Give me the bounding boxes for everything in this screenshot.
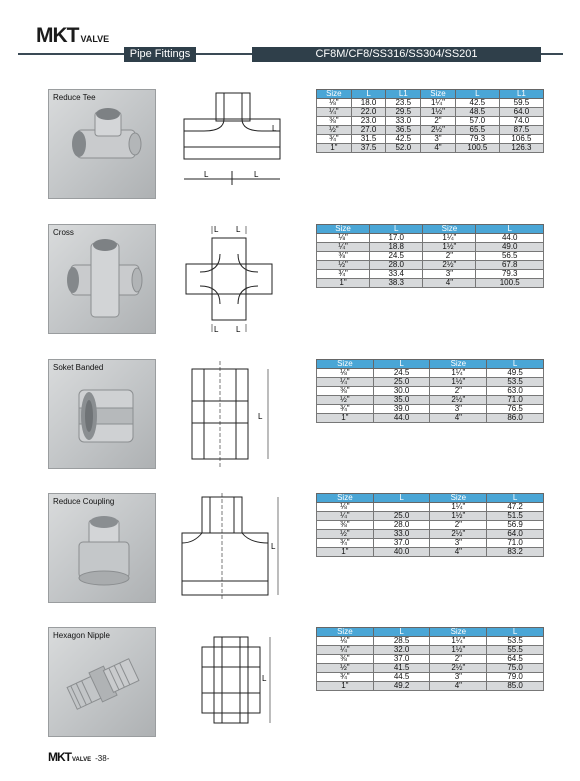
table-cell: 2½" xyxy=(430,530,487,539)
column-header: Size xyxy=(317,225,370,234)
column-header: Size xyxy=(317,90,352,99)
table-cell: 87.5 xyxy=(499,126,543,135)
table-cell: 57.0 xyxy=(455,117,499,126)
table-row xyxy=(317,682,544,691)
table-cell: 23.0 xyxy=(351,117,386,126)
table-cell: 51.5 xyxy=(487,512,544,521)
table-cell: 37.0 xyxy=(373,655,430,664)
table-cell: 3" xyxy=(430,673,487,682)
table-cell: 3" xyxy=(430,405,487,414)
column-header: Size xyxy=(317,628,374,637)
table-cell: ⅛" xyxy=(317,234,370,243)
table-cell: 2½" xyxy=(430,664,487,673)
table-cell: 76.5 xyxy=(487,405,544,414)
table-cell: 1½" xyxy=(430,646,487,655)
table-cell: 75.0 xyxy=(487,664,544,673)
table-cell: 100.5 xyxy=(455,144,499,153)
table-cell: 28.5 xyxy=(373,637,430,646)
table-cell: 2" xyxy=(430,387,487,396)
table-cell: 3" xyxy=(423,270,476,279)
table-cell: ⅜" xyxy=(317,117,352,126)
table-cell: 33.4 xyxy=(370,270,423,279)
table-row xyxy=(317,279,544,288)
product-photo xyxy=(48,359,156,469)
table-cell: 1½" xyxy=(421,108,456,117)
table-cell: 64.0 xyxy=(499,108,543,117)
table-cell: 2" xyxy=(430,655,487,664)
table-cell: ¾" xyxy=(317,539,374,548)
table-cell: 40.0 xyxy=(373,548,430,557)
table-cell: 27.0 xyxy=(351,126,386,135)
column-header: L xyxy=(373,494,430,503)
section-soket-banded xyxy=(48,359,548,469)
product-name: Reduce Coupling xyxy=(53,497,115,506)
hexagon-nipple-drawing xyxy=(174,627,284,737)
table-cell: 79.3 xyxy=(455,135,499,144)
section-reduce-tee xyxy=(48,89,548,199)
table-cell: 56.5 xyxy=(476,252,544,261)
product-name: Reduce Tee xyxy=(53,93,96,102)
table-cell: 1" xyxy=(317,682,374,691)
column-header: Size xyxy=(423,225,476,234)
table-cell: 29.5 xyxy=(386,108,421,117)
table-cell: 65.5 xyxy=(455,126,499,135)
column-header: Size xyxy=(317,360,374,369)
table-cell: ⅛" xyxy=(317,369,374,378)
table-cell: 4" xyxy=(430,548,487,557)
table-cell: 2" xyxy=(430,521,487,530)
cross-drawing xyxy=(174,224,284,334)
table-cell: 1" xyxy=(317,414,374,423)
hexagon-nipple-image xyxy=(49,628,157,738)
column-header: L xyxy=(373,628,430,637)
table-cell: 33.0 xyxy=(373,530,430,539)
soket-banded-drawing xyxy=(174,359,284,469)
dim-l-vertical: L xyxy=(271,542,276,551)
table-cell: ⅛" xyxy=(317,503,374,512)
column-header: Size xyxy=(430,494,487,503)
table-cell: ½" xyxy=(317,261,370,270)
table-cell: 18.8 xyxy=(370,243,423,252)
table-cell: 86.0 xyxy=(487,414,544,423)
spec-table xyxy=(316,359,544,423)
table-row xyxy=(317,108,544,117)
table-cell: 126.3 xyxy=(499,144,543,153)
logo-mark: MKT xyxy=(36,24,79,47)
table-cell: 1¼" xyxy=(430,369,487,378)
table-cell: ⅛" xyxy=(317,99,352,108)
table-cell: 52.0 xyxy=(386,144,421,153)
reduce-coupling-image xyxy=(49,494,157,604)
table-cell: 1¼" xyxy=(430,637,487,646)
table-cell: 85.0 xyxy=(487,682,544,691)
dim-l-top-right: L xyxy=(236,225,241,234)
table-cell: 23.5 xyxy=(386,99,421,108)
table-cell: 47.2 xyxy=(487,503,544,512)
table-cell: 2½" xyxy=(430,396,487,405)
dim-l-bottom-left: L xyxy=(214,325,219,334)
table-cell: ⅛" xyxy=(317,637,374,646)
table-cell: 1" xyxy=(317,279,370,288)
table-cell: ¾" xyxy=(317,673,374,682)
table-cell: 2½" xyxy=(423,261,476,270)
table-cell: 2½" xyxy=(421,126,456,135)
table-cell: 83.2 xyxy=(487,548,544,557)
table-cell: 24.5 xyxy=(370,252,423,261)
page-footer xyxy=(48,750,109,764)
table-cell: 4" xyxy=(430,414,487,423)
table-cell: ⅜" xyxy=(317,252,370,261)
table-cell: 79.0 xyxy=(487,673,544,682)
logo-word: VALVE xyxy=(80,34,110,44)
product-name: Soket Banded xyxy=(53,363,104,372)
table-row xyxy=(317,548,544,557)
table-row xyxy=(317,135,544,144)
table-cell: 4" xyxy=(421,144,456,153)
table-cell: 71.0 xyxy=(487,539,544,548)
table-cell: 4" xyxy=(423,279,476,288)
table-cell: ¼" xyxy=(317,512,374,521)
table-row xyxy=(317,144,544,153)
table-cell: 55.5 xyxy=(487,646,544,655)
page-number: -38- xyxy=(95,754,110,763)
table-cell: 41.5 xyxy=(373,664,430,673)
table-cell: 36.5 xyxy=(386,126,421,135)
product-name: Cross xyxy=(53,228,74,237)
table-cell: 44.0 xyxy=(373,414,430,423)
table-cell: 2" xyxy=(421,117,456,126)
table-cell: 30.0 xyxy=(373,387,430,396)
column-header: L xyxy=(487,628,544,637)
table-cell: 53.5 xyxy=(487,378,544,387)
table-cell: ¾" xyxy=(317,135,352,144)
product-photo xyxy=(48,493,156,603)
column-header: L xyxy=(370,225,423,234)
table-row xyxy=(317,126,544,135)
table-cell: ¼" xyxy=(317,646,374,655)
table-row xyxy=(317,99,544,108)
table-cell: ⅜" xyxy=(317,655,374,664)
column-header: Size xyxy=(430,360,487,369)
table-cell: 1" xyxy=(317,144,352,153)
product-photo xyxy=(48,627,156,737)
table-cell: 35.0 xyxy=(373,396,430,405)
column-header: L xyxy=(487,360,544,369)
table-cell: 24.5 xyxy=(373,369,430,378)
dim-l-vertical: L xyxy=(272,124,277,133)
brand-logo xyxy=(36,24,109,48)
table-cell: 59.5 xyxy=(499,99,543,108)
table-cell: 3" xyxy=(421,135,456,144)
table-cell: 100.5 xyxy=(476,279,544,288)
dim-l-left: L xyxy=(204,170,209,179)
table-cell: ½" xyxy=(317,126,352,135)
table-cell: 49.0 xyxy=(476,243,544,252)
dim-l-bottom-right: L xyxy=(236,325,241,334)
cross-image xyxy=(49,225,157,335)
column-header: Size xyxy=(430,628,487,637)
table-cell: 64.5 xyxy=(487,655,544,664)
table-cell: 1¼" xyxy=(430,503,487,512)
column-header: Size xyxy=(421,90,456,99)
reduce-tee-drawing xyxy=(174,89,284,199)
column-header: L xyxy=(455,90,499,99)
table-cell: 71.0 xyxy=(487,396,544,405)
table-cell: 1½" xyxy=(423,243,476,252)
table-cell: ¾" xyxy=(317,270,370,279)
table-cell: ½" xyxy=(317,530,374,539)
table-cell: 37.5 xyxy=(351,144,386,153)
spec-table xyxy=(316,224,544,288)
column-header: L xyxy=(351,90,386,99)
dim-l-vertical: L xyxy=(262,674,267,683)
table-cell: ½" xyxy=(317,396,374,405)
soket-banded-image xyxy=(49,360,157,470)
product-name: Hexagon Nipple xyxy=(53,631,110,640)
materials-banner: CF8M/CF8/SS316/SS304/SS201 xyxy=(252,47,541,62)
table-cell: 4" xyxy=(430,682,487,691)
spec-table xyxy=(316,89,544,153)
table-header-row xyxy=(317,90,544,99)
table-cell: 25.0 xyxy=(373,378,430,387)
table-cell: 44.0 xyxy=(476,234,544,243)
table-cell: 42.5 xyxy=(455,99,499,108)
spec-table xyxy=(316,493,544,557)
table-cell: 31.5 xyxy=(351,135,386,144)
table-cell: ⅜" xyxy=(317,387,374,396)
table-cell: ½" xyxy=(317,664,374,673)
table-cell: 17.0 xyxy=(370,234,423,243)
table-cell: 22.0 xyxy=(351,108,386,117)
section-cross xyxy=(48,224,548,334)
dim-l-top-left: L xyxy=(214,225,219,234)
table-cell: 28.0 xyxy=(373,521,430,530)
table-cell: 3" xyxy=(430,539,487,548)
column-header: L xyxy=(487,494,544,503)
reduce-tee-image xyxy=(49,90,157,200)
table-cell: 1" xyxy=(317,548,374,557)
category-banner: Pipe Fittings xyxy=(124,47,196,62)
table-cell: 106.5 xyxy=(499,135,543,144)
section-reduce-coupling xyxy=(48,493,548,603)
table-cell: 42.5 xyxy=(386,135,421,144)
table-cell: 1¼" xyxy=(421,99,456,108)
table-cell: 56.9 xyxy=(487,521,544,530)
column-header: L1 xyxy=(499,90,543,99)
table-cell: 63.0 xyxy=(487,387,544,396)
table-cell: 25.0 xyxy=(373,512,430,521)
table-row xyxy=(317,117,544,126)
table-cell: 48.5 xyxy=(455,108,499,117)
table-cell: ¼" xyxy=(317,108,352,117)
table-cell: 67.8 xyxy=(476,261,544,270)
table-cell: 53.5 xyxy=(487,637,544,646)
table-cell: 38.3 xyxy=(370,279,423,288)
column-header: L xyxy=(476,225,544,234)
table-cell: 18.0 xyxy=(351,99,386,108)
table-cell: 44.5 xyxy=(373,673,430,682)
reduce-coupling-drawing xyxy=(174,493,284,603)
table-cell: 1¼" xyxy=(423,234,476,243)
table-cell: 49.5 xyxy=(487,369,544,378)
column-header: L1 xyxy=(386,90,421,99)
column-header: Size xyxy=(317,494,374,503)
table-cell: 49.2 xyxy=(373,682,430,691)
table-cell: 1½" xyxy=(430,378,487,387)
footer-mark: MKT xyxy=(48,750,71,764)
product-photo xyxy=(48,89,156,199)
table-cell: 37.0 xyxy=(373,539,430,548)
table-cell: 33.0 xyxy=(386,117,421,126)
table-cell: ¼" xyxy=(317,378,374,387)
table-cell: ¼" xyxy=(317,243,370,252)
section-hexagon-nipple xyxy=(48,627,548,737)
spec-table xyxy=(316,627,544,691)
table-cell: 32.0 xyxy=(373,646,430,655)
dim-l-right: L xyxy=(254,170,259,179)
table-cell: 1½" xyxy=(430,512,487,521)
table-cell: 39.0 xyxy=(373,405,430,414)
table-row xyxy=(317,414,544,423)
dim-l-vertical: L xyxy=(258,412,263,421)
table-cell: 64.0 xyxy=(487,530,544,539)
table-cell: 74.0 xyxy=(499,117,543,126)
table-cell: ¾" xyxy=(317,405,374,414)
footer-word: VALVE xyxy=(72,757,92,763)
table-cell: 79.3 xyxy=(476,270,544,279)
product-photo xyxy=(48,224,156,334)
table-cell: ⅜" xyxy=(317,521,374,530)
table-cell: 28.0 xyxy=(370,261,423,270)
column-header: L xyxy=(373,360,430,369)
table-cell: 2" xyxy=(423,252,476,261)
